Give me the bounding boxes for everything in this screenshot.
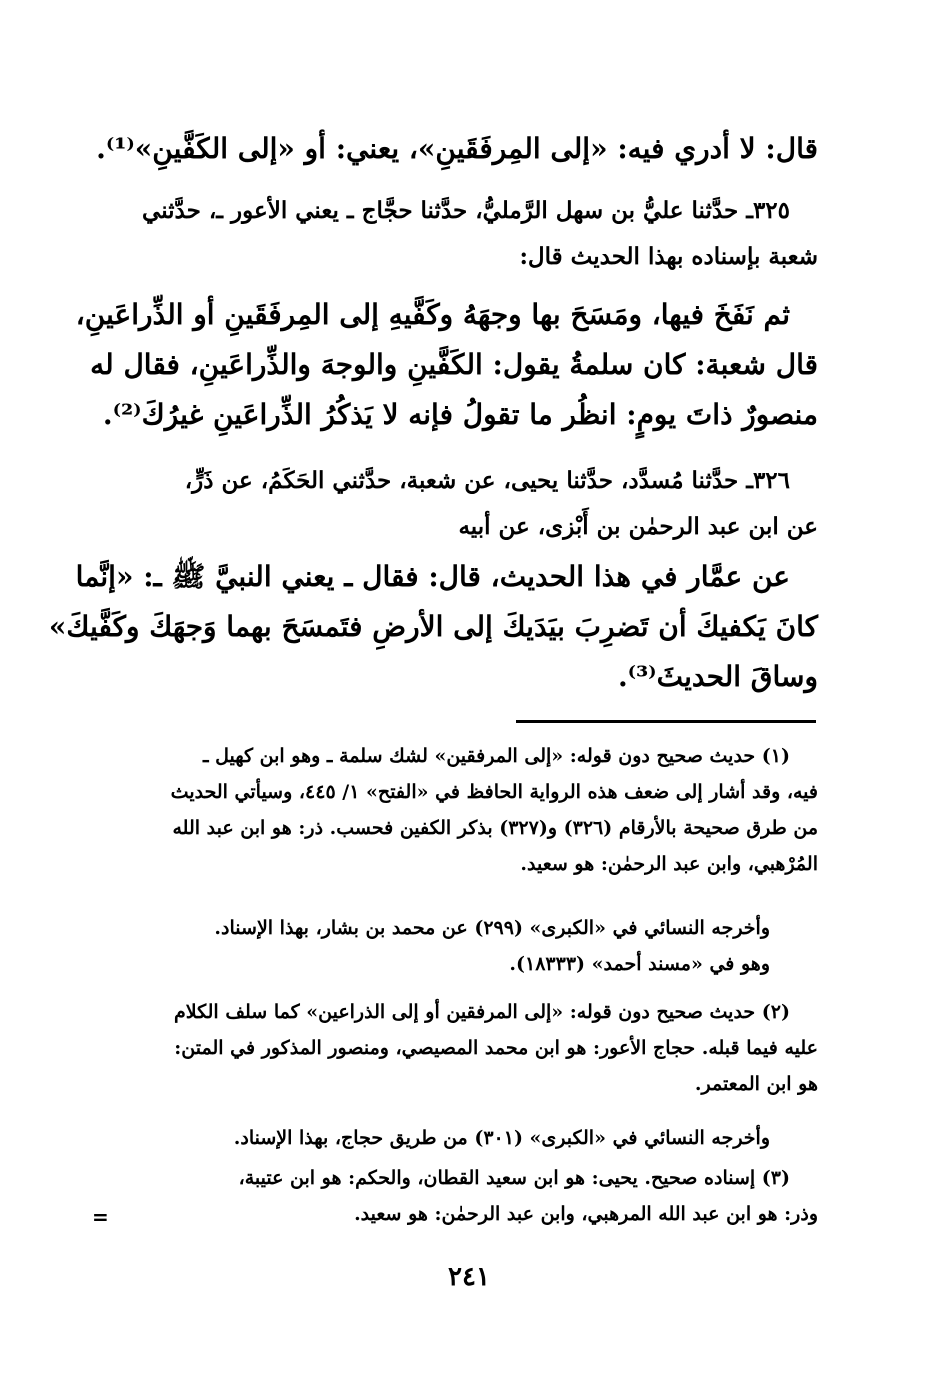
text-line: شعبة بإسناده بهذا الحديث قال: [519, 243, 818, 270]
text-line: فيه، وقد أشار إلى ضعف هذه الرواية الحافظ في «الفتح» ١/ ٤٤٥، وسيأتي الحديث [170, 781, 818, 803]
text-line: وهو في «مسند أحمد» (١٨٣٣٣). [509, 953, 770, 975]
text-line: قال: لا أدري فيه: «إلى المِرفَقَينِ»، يعني: أو «إلى الكَفَّينِ»⁽¹⁾. [96, 132, 818, 165]
text-line: (٣) إسناده صحيح. يحيى: هو ابن سعيد القطان، والحكم: هو ابن عتيبة، [238, 1167, 790, 1189]
text-line: عن عمَّار في هذا الحديث، قال: فقال ـ يعني النبيَّ ﷺ ـ: «إنَّما [75, 560, 790, 593]
text-line: من طرق صحيحة بالأرقام (٣٢٦) و(٣٢٧) بذكر الكفين فحسب. ذر: هو ابن عبد الله [172, 817, 818, 839]
main-paragraph-2 [75, 290, 818, 440]
text-line: وذر: هو ابن عبد الله المرهبي، وابن عبد الرحمٰن: هو سعيد. [354, 1203, 818, 1225]
text-line: (١) حديث صحيح دون قوله: «إلى المرفقين» لشك سلمة ـ وهو ابن كهيل ـ [202, 745, 790, 767]
footnote-1 [98, 738, 818, 882]
footnote-2-sources [98, 1120, 818, 1156]
footnote-continued-mark: = [92, 1205, 109, 1229]
text-line: (٢) حديث صحيح دون قوله: «إلى المرفقين أو إلى الذراعين» كما سلف الكلام [174, 1001, 790, 1023]
footnote-3 [98, 1160, 818, 1232]
footnote-1-sources [98, 910, 818, 982]
text-line: منصورٌ ذاتَ يومٍ: انظُر ما تقولُ فإنه لا يَذكُرُ الذِّراعَينِ غيرُكَ⁽²⁾. [102, 398, 818, 431]
hadith-325-chain [108, 188, 818, 280]
text-line: ٣٢٥ـ حدَّثنا عليُّ بن سهل الرَّمليُّ، حدَّثنا حجَّاج ـ يعني الأعور ـ، حدَّثني [142, 197, 790, 224]
text-line: ٣٢٦ـ حدَّثنا مُسدَّد، حدَّثنا يحيى، عن شعبة، حدَّثني الحَكَمُ، عن ذَرٍّ، [184, 467, 790, 494]
text-line: قال شعبة: كان سلمةُ يقول: الكَفَّينِ والوجهَ والذِّراعَينِ، فقال له [90, 348, 818, 381]
text-line: عليه فيما قبله. حجاج الأعور: هو ابن محمد المصيصي، ومنصور المذكور في المتن: [174, 1037, 818, 1059]
footnote-2 [98, 994, 818, 1102]
main-paragraph-3 [48, 552, 818, 702]
text-line: وأخرجه النسائي في «الكبرى» (٣٠١) من طريق حجاج، بهذا الإسناد. [233, 1127, 770, 1149]
text-line: وأخرجه النسائي في «الكبرى» (٢٩٩) عن محمد بن بشار، بهذا الإسناد. [214, 917, 770, 939]
text-line: وساقَ الحديثَ⁽³⁾. [617, 660, 818, 693]
text-line: كانَ يَكفيكَ أن تَضرِبَ بيَدَيكَ إلى الأرضِ فتَمسَحَ بهما وَجهَكَ وكَفَّيكَ» [48, 610, 818, 643]
text-line: عن ابن عبد الرحمٰن بن أَبْزى، عن أبيه [458, 513, 818, 540]
footnote-separator [516, 720, 816, 723]
hadith-326-chain [108, 458, 818, 550]
page-number: ٢٤١ [448, 1262, 490, 1292]
text-line: المُرْهبي، وابن عبد الرحمٰن: هو سعيد. [520, 853, 818, 875]
text-line: هو ابن المعتمر. [694, 1073, 818, 1095]
main-paragraph-1 [96, 124, 818, 174]
text-line: ثم نَفَخَ فيها، ومَسَحَ بها وجهَهُ وكَفَّيهِ إلى المِرفَقَينِ أو الذِّراعَينِ، [75, 298, 790, 331]
